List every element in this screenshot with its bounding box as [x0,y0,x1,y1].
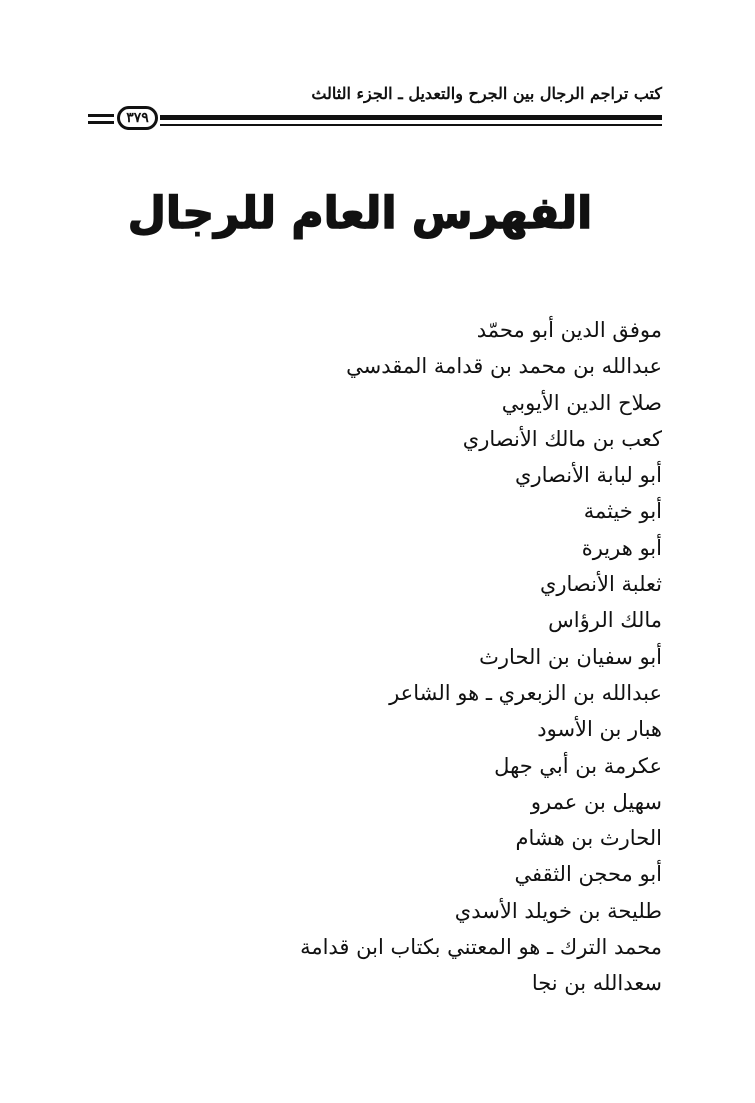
name-entry: هبار بن الأسود [537,717,662,742]
page-number: ٣٧٩ [117,106,158,130]
header-rule-left-bottom [88,121,114,124]
name-entry: أبو لبابة الأنصاري [515,463,662,488]
name-entry: عكرمة بن أبي جهل [494,753,662,778]
name-entry: سعدالله بن نجا [531,971,662,996]
name-entry: كعب بن مالك الأنصاري [462,426,662,451]
header-rule-left-top [88,114,114,117]
name-entry: أبو هريرة [581,535,662,560]
name-entry: الحارث بن هشام [515,826,662,851]
name-entry: مالك الرؤاس [548,608,662,633]
name-entry: عبدالله بن الزبعري ـ هو الشاعر [389,680,662,705]
name-entry: محمد الترك ـ هو المعتني بكتاب ابن قدامة [300,935,662,960]
name-entry: صلاح الدين الأيوبي [501,390,662,415]
name-entry: سهيل بن عمرو [530,789,662,814]
name-entry: أبو سفيان بن الحارث [479,644,662,669]
running-header: كتب تراجم الرجال بين الجرح والتعديل ـ الجزء الثالث [311,84,662,103]
header-rule-thin [160,124,662,126]
name-entry: ثعلبة الأنصاري [539,572,662,597]
header-rule-thick [160,115,662,120]
name-entry: موفق الدين أبو محمّد [476,318,662,342]
name-entry: عبدالله بن محمد بن قدامة المقدسي [346,354,662,379]
name-entry: أبو محجن الثقفي [514,862,662,887]
names-list [300,312,662,1002]
name-entry: طليحة بن خويلد الأسدي [454,898,662,923]
index-title: الفهرس العام للرجال [127,188,593,239]
name-entry: أبو خيثمة [583,499,662,524]
